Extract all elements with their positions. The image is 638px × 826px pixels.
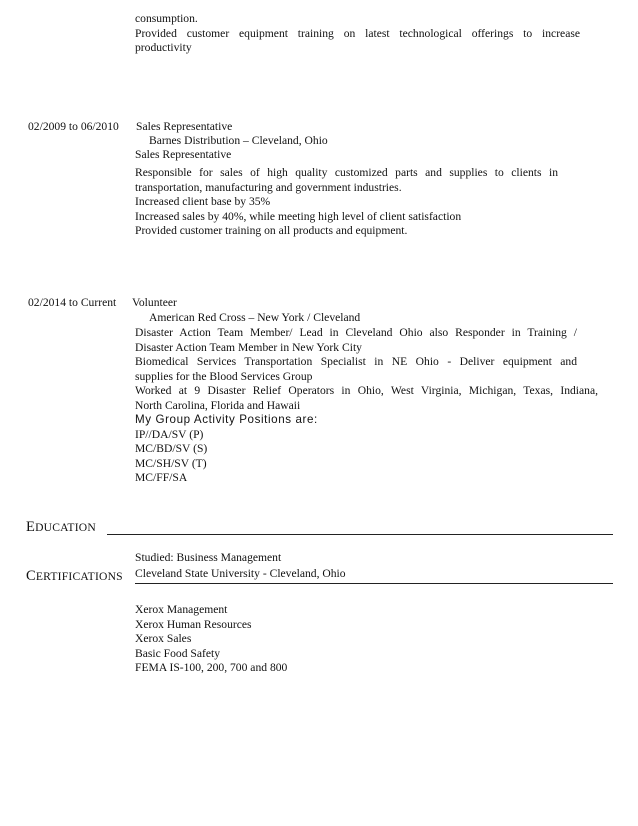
- job-description-line: Biomedical Services Transportation Specialist in NE Ohio - Deliver equipment and: [135, 355, 577, 368]
- job-title: Volunteer: [132, 296, 177, 309]
- certifications-list: [135, 603, 287, 676]
- certification-item: Xerox Management: [135, 603, 228, 616]
- intro-line: consumption.: [135, 12, 198, 25]
- education-school: Cleveland State University - Cleveland, Ohio: [135, 567, 346, 580]
- job-description-line: MC/SH/SV (T): [135, 456, 207, 470]
- intro-line: productivity: [135, 41, 192, 54]
- job-title: Sales Representative: [136, 120, 233, 133]
- job-company: American Red Cross – New York / Cleveland: [149, 311, 361, 324]
- job-position: Sales Representative: [135, 148, 232, 161]
- certification-item: Basic Food Safety: [135, 646, 221, 660]
- job-date: 02/2014 to Current: [28, 296, 117, 309]
- job-description-line: Provided customer training on all products and equipment.: [135, 224, 408, 237]
- job-description-line: Disaster Action Team Member/ Lead in Cleveland Ohio also Responder in Training /: [135, 326, 577, 339]
- intro-line: Provided customer equipment training on latest technological offerings to increase: [135, 26, 580, 40]
- education-degree: Studied: Business Management: [135, 551, 282, 564]
- job-description-line: My Group Activity Positions are:: [135, 413, 318, 426]
- job-description-line: Increased sales by 40%, while meeting high level of client satisfaction: [135, 209, 462, 223]
- certifications-heading-cap: C: [26, 568, 36, 584]
- job-description-line: North Carolina, Florida and Hawaii: [135, 398, 301, 412]
- job-description: [135, 326, 598, 486]
- job-description-line: IP//DA/SV (P): [135, 427, 204, 441]
- job-description-line: Worked at 9 Disaster Relief Operators in Ohio, West Virginia, Michigan, Texas, Indiana,: [135, 384, 598, 397]
- job-description-line: MC/FF/SA: [135, 471, 188, 484]
- job-company: Barnes Distribution – Cleveland, Ohio: [149, 134, 328, 147]
- certification-item: FEMA IS-100, 200, 700 and 800: [135, 661, 288, 674]
- job-description-line: Disaster Action Team Member in New York City: [135, 340, 362, 354]
- job-description-line: Increased client base by 35%: [135, 195, 271, 208]
- job-description: [135, 166, 558, 239]
- education-heading-rest: DUCATION: [35, 521, 96, 534]
- certifications-heading-rest: ERTIFICATIONS: [35, 570, 123, 583]
- education-rule: [107, 534, 613, 535]
- education-heading: [26, 520, 96, 536]
- job-date: 02/2009 to 06/2010: [28, 120, 119, 133]
- job-description-line: Responsible for sales of high quality customized parts and supplies to clients in: [135, 166, 558, 179]
- certification-item: Xerox Human Resources: [135, 617, 252, 631]
- intro-block: [135, 12, 580, 56]
- education-heading-cap: E: [26, 519, 36, 535]
- certifications-heading: [26, 569, 123, 585]
- job-description-line: transportation, manufacturing and government industries.: [135, 180, 402, 194]
- certification-item: Xerox Sales: [135, 632, 192, 645]
- job-description-line: supplies for the Blood Services Group: [135, 369, 313, 383]
- job-description-line: MC/BD/SV (S): [135, 442, 208, 455]
- certifications-rule: [135, 583, 613, 584]
